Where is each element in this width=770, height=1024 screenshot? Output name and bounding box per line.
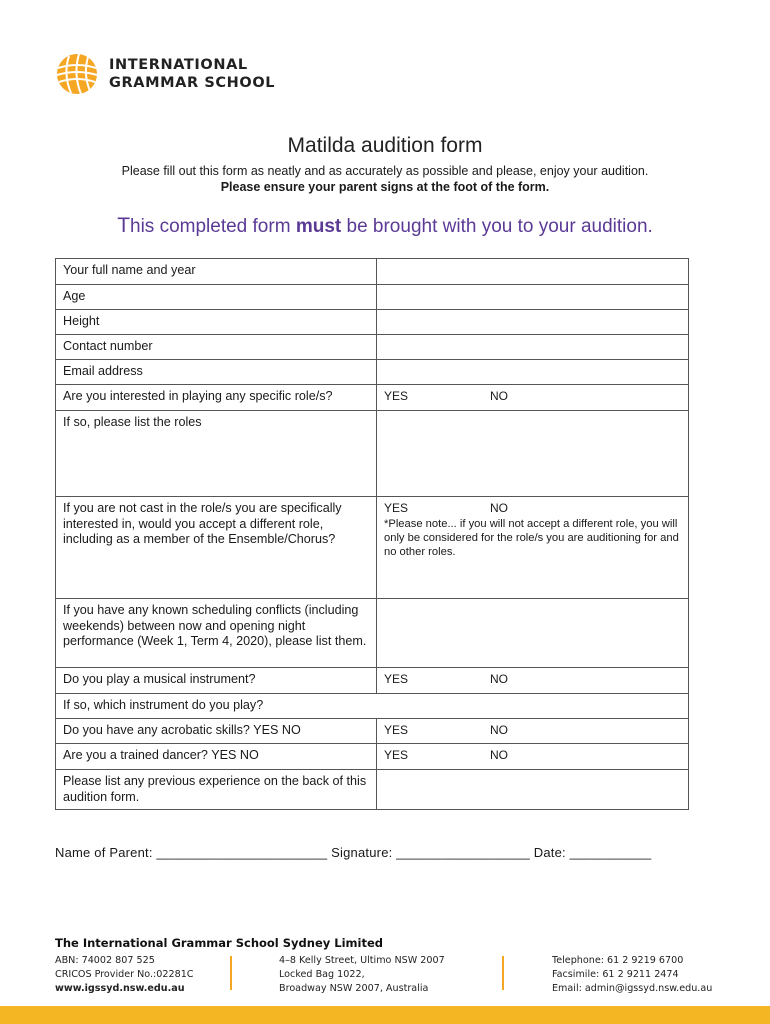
option-no[interactable]: NO [490, 501, 508, 515]
answer-dancer [377, 744, 689, 770]
label-not-cast: If you are not cast in the role/s you are specifically interested in, would you accept a different role, including as a member of the Ensemble/Chorus? [56, 497, 377, 599]
option-yes[interactable]: YES [384, 672, 409, 686]
globe-logo-icon [55, 52, 99, 96]
footer-fax: Facsimile: 61 2 9211 2474 [552, 969, 679, 980]
school-name-line1: INTERNATIONAL [109, 57, 248, 73]
answer-not-cast [377, 497, 689, 599]
school-name [109, 56, 275, 92]
footer-website[interactable]: www.igssyd.nsw.edu.au [55, 983, 185, 994]
notice-banner [0, 214, 770, 238]
label-dancer: Are you a trained dancer? YES NO [56, 744, 377, 770]
label-email: Email address [56, 360, 377, 385]
label-list-roles: If so, please list the roles [56, 411, 377, 497]
footer-address-line1: 4–8 Kelly Street, Ultimo NSW 2007 [279, 955, 445, 966]
audition-form-table [55, 258, 689, 810]
intro-line1: Please fill out this form as neatly and as accurately as possible and please, enjoy your audition. [121, 164, 649, 178]
footer-accent-bar [0, 1006, 770, 1024]
intro-line2: Please ensure your parent signs at the foot of the form. [220, 180, 550, 194]
input-conflicts[interactable] [377, 599, 689, 668]
option-no[interactable]: NO [490, 389, 508, 403]
parent-signature-line[interactable]: Name of Parent: _______________________ Signature: __________________ Date: ___________ [55, 845, 652, 860]
answer-acrobatic [377, 719, 689, 744]
input-email[interactable] [377, 360, 689, 385]
option-no[interactable]: NO [490, 723, 508, 737]
footer-address-line2: Locked Bag 1022, [279, 969, 365, 980]
input-contact[interactable] [377, 335, 689, 360]
school-name-line2: GRAMMAR SCHOOL [109, 75, 276, 91]
page-title: Matilda audition form [287, 134, 483, 157]
school-logo [55, 52, 275, 96]
option-no[interactable]: NO [490, 672, 508, 686]
footer-phone: Telephone: 61 2 9219 6700 [552, 955, 684, 966]
answer-instrument [377, 668, 689, 694]
label-specific-roles: Are you interested in playing any specific role/s? [56, 385, 377, 411]
option-no[interactable]: NO [490, 748, 508, 762]
answer-specific-roles [377, 385, 689, 411]
input-experience[interactable] [377, 770, 689, 810]
label-which-instrument: If so, which instrument do you play? [56, 694, 689, 719]
notice-pre: his completed form [130, 216, 296, 237]
option-yes[interactable]: YES [384, 748, 409, 762]
footer-email[interactable]: Email: admin@igssyd.nsw.edu.au [552, 983, 713, 994]
footer-col-contact [552, 954, 712, 996]
option-yes[interactable]: YES [384, 723, 409, 737]
input-age[interactable] [377, 285, 689, 310]
label-acrobatic: Do you have any acrobatic skills? YES NO [56, 719, 377, 744]
label-height: Height [56, 310, 377, 335]
footer-abn: ABN: 74002 807 525 [55, 955, 155, 966]
intro-text [0, 163, 770, 195]
option-yes[interactable]: YES [384, 501, 409, 515]
input-list-roles[interactable] [377, 411, 689, 497]
input-name-year[interactable] [377, 259, 689, 285]
footer-cricos: CRICOS Provider No.:02281C [55, 969, 194, 980]
input-height[interactable] [377, 310, 689, 335]
option-yes[interactable]: YES [384, 389, 409, 403]
footer-col-registration [55, 954, 194, 996]
footer-col-address [279, 954, 445, 996]
label-instrument: Do you play a musical instrument? [56, 668, 377, 694]
footer-address-line3: Broadway NSW 2007, Australia [279, 983, 429, 994]
notice-first-letter: T [117, 214, 131, 237]
notice-emphasis: must [295, 216, 342, 237]
label-experience: Please list any previous experience on the back of this audition form. [56, 770, 377, 810]
label-conflicts: If you have any known scheduling conflicts (including weekends) between now and opening night performance (Week 1, Term 4, 2020), please list them. [56, 599, 377, 668]
different-role-note: *Please note... if you will not accept a different role, you will only be considered for the role/s you are auditioning for and no other roles. [384, 517, 679, 558]
footer-divider [230, 956, 232, 990]
footer-divider [502, 956, 504, 990]
notice-post: be brought with you to your audition. [341, 216, 653, 237]
label-contact: Contact number [56, 335, 377, 360]
label-name-year: Your full name and year [56, 259, 377, 285]
label-age: Age [56, 285, 377, 310]
footer-company: The International Grammar School Sydney Limited [55, 936, 383, 950]
